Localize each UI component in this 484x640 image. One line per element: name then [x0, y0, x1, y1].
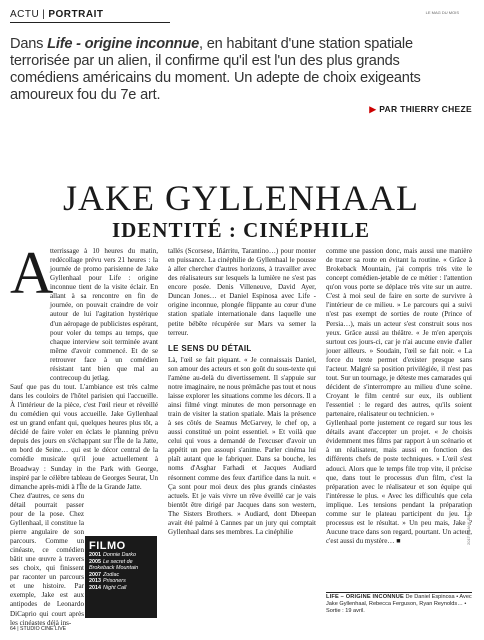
- film-caption: [326, 594, 472, 614]
- paragraph: comme une passion donc, mais aussi une manière de tracer sa route en évitant la routine. « Grâce à Brokeback Mountain, j'ai compris très vite le concept comédien-jetable de ce métier : l'attention qu'on vous porte se déplace très vite sur un autre. C'est à moi seul de faire en sorte de survivre à l'intérieur de ce milieu. » Le parcours qui a suivi n'est pas exempt de sorties de route (Prince of Persia…), mais un acteur s'est construit sous nos yeux. Grâce aussi au théâtre. « Je m'en aperçois surtout ces jours-ci, car je n'ai aucune envie d'aller jouer ailleurs. » Soudain, l'œil se fait noir. « La force du texte permet d'exister presque sans l'acteur. Malgré sa position privilégiée, il n'est pas tout. Sur un tournage, je déteste mes camarades qui décident de s'interrompre au milieu d'une scène. Croyant le film centré sur eux, ils oublient l'essentiel : le regard des autres, qu'ils soient partenaire, réalisateur ou technicien. »: [326, 247, 472, 419]
- photo-credit: 2017 FRANK SELLIER: [466, 503, 471, 545]
- caption-rule: [326, 592, 472, 593]
- rubric-category: PORTRAIT: [48, 9, 104, 20]
- rubric-rule: [10, 22, 170, 23]
- page-folio: 64 | STUDIO CINE LIVE: [10, 626, 67, 632]
- section-rubric: [10, 9, 103, 20]
- drop-cap: A: [10, 240, 54, 306]
- byline-text: PAR THIERRY CHEZE: [379, 104, 472, 114]
- paragraph: Là, l'œil se fait piquant. « Je connaissais Daniel, son amour des acteurs et son goût du sous-texte qui l'amène au-delà du divertissement. Il s'appuie sur notre imaginaire, ne nous prémâche pas tout et nous laisse explorer les situations comme les décors. Il a ainsi filmé vingt minutes de mon personnage en train de visiter la station spatiale. Mais la présence à ses côtés de Seamus McGarvey, le chef op, a aussi constitué un point essentiel. » Et voilà que celui qui vous a demandé de l'excuser d'avoir un appétit un peu assoupi s'anime. Parler cinéma lui plaît autant que le fabriquer. Dans sa bouche, les noms d'Asghar Farhadi et Jacques Audiard résonnent comme des feux d'artifice dans la nuit. « Ça sont pour moi deux des plus grands cinéastes actuels. Et je vais vivre un rêve éveillé car je vais bientôt être dirigé par Jacques dans son western, The Sisters Brothers. » Audiard, dont Dheepan avait été palmé à Cannes par un jury qui comptait Gyllenhaal dans ses membres. La cinéphilie: [168, 355, 316, 536]
- paragraph: Sauf que pas du tout. L'ambiance est très calme dans les couloirs de l'hôtel parisien qui l'accueille. À l'intérieur de la pièce, c'est l'œil rieur et réveillé du comédien qui vous accueille. Jake Gyllenhaal est un grand enfant qui, quelques heures plus tôt, a décidé de faire voler en éclats le planning prévu depuis des jours en s'échappant sur l'Île de la Jatte, en bord de Seine… qui est le décor central de la comédie musicale qu'il joue actuellement à Broadway : Sunday in the Park with George, inspiré par le célèbre tableau de Georges Seurat, Un dimanche après-midi à l'Île de la Grande Jatte.: [10, 382, 158, 491]
- article-title: JAKE GYLLENHAAL: [63, 178, 419, 218]
- article-subtitle: IDENTITÉ : CINÉPHILE: [111, 218, 371, 242]
- paragraph: tallés (Scorsese, Iñárritu, Tarantino…) pour monter en puissance. La cinéphilie de Gyllenhaal le pousse à aller chercher d'autres horizons, à travailler avec des réalisateurs sur lesquels la lumière ne s'est pas encore posée. Denis Villeneuve, David Ayer, Duncan Jones… et Daniel Espinosa avec Life - origine inconnue, plongée flippante au cœur d'une station spatiale internationale dans laquelle une petite bébête récupérée sur Mars va semer la terreur.: [168, 247, 316, 337]
- byline: [369, 104, 472, 115]
- column-2: [168, 247, 316, 537]
- section-heading: LE SENS DU DÉTAIL: [168, 343, 252, 353]
- paragraph: Chez d'autres, ce sens du détail pourrait passer pour de la pose. Chez Gyllenhaal, il constitue la pierre angulaire de son parcours. Comme un cinéaste, ce comédien bâtit une œuvre à travers ses choix, qui finissent par raconter un parcours et une histoire. Par exemple, Jake est aux antipodes de Leonardo DiCaprio qui court après les cinéastes déjà ins-: [10, 491, 84, 627]
- rubric-separator: |: [42, 9, 46, 20]
- caption-label: LIFE – ORIGINE INCONNUE: [326, 594, 404, 600]
- standfirst: [10, 36, 472, 104]
- filmography-item: 2005 Le secret de Brokeback Mountain: [89, 558, 139, 572]
- filmography-item: 2001 Donnie Darko: [89, 552, 136, 558]
- paragraph: tterrissage à 10 heures du matin, redécollage prévu vers 21 heures : la journée de promo parisienne de Jake Gyllenhaal pour Life : origine inconnue tient de la visite éclair. En allant à sa rencontre en fin de journée, on pouvait craindre de voir autour de lui l'agitation hystérique d'un aéropage de publicistes espérant, pour voler du temps au temps, que chaque interview soit terminée avant même d'avoir commencé. Et de se retrouver face à un comédien résistant tant bien que mal au contrecoup du jetlag.: [50, 247, 158, 382]
- standfirst-after: , en habitant d'une station spatiale terrorisée par un alien, il confirme qu'il est l'un des plus grands comédiens américains du moment. Un adepte de choix exigeants amoureux fou du 7e art.: [10, 36, 421, 103]
- top-info: LE MAG DU MOIS: [425, 10, 459, 15]
- column-3: [326, 247, 472, 546]
- byline-arrow-icon: ▶: [369, 104, 377, 114]
- filmography-item: 2007 Zodiac: [89, 571, 120, 578]
- standfirst-film: Life - origine inconnue: [47, 36, 200, 52]
- filmography-list: [89, 552, 155, 592]
- filmography-item: 2013 Prisoners: [89, 578, 126, 585]
- caption-text: De Daniel Espinosa • Avec Jake Gyllenhaal, Rebecca Ferguson, Ryan Reynolds… • Sortie : 19 avril.: [326, 594, 472, 614]
- filmography-item: 2014 Night Call: [89, 584, 127, 591]
- rubric-section: ACTU: [10, 9, 40, 20]
- filmography-title: FILMO: [89, 540, 126, 552]
- paragraph: Gyllenhaal porte justement ce regard sur tous les détails avant d'accepter un projet. « Je choisis évidemment mes films par rapport à un scénario et à un réalisateur, mais aussi en fonction des différents chefs de poste techniques. » L'œil s'est adouci. Alors que le temps file trop vite, il précise que, dans tout le processus d'un film, c'est la préparation avec le réalisateur et son équipe qui l'intéresse le plus. « Avec les difficultés que cela implique. Les tensions pendant la préparation comme sur le plateau participent du jeu. Le processus est le résultat. » Un peu mais, Jake ? Aucune trace dans son regard, pourtant. Un acteur, c'est aussi du mystère… ■: [326, 419, 472, 545]
- standfirst-before: Dans: [10, 36, 48, 52]
